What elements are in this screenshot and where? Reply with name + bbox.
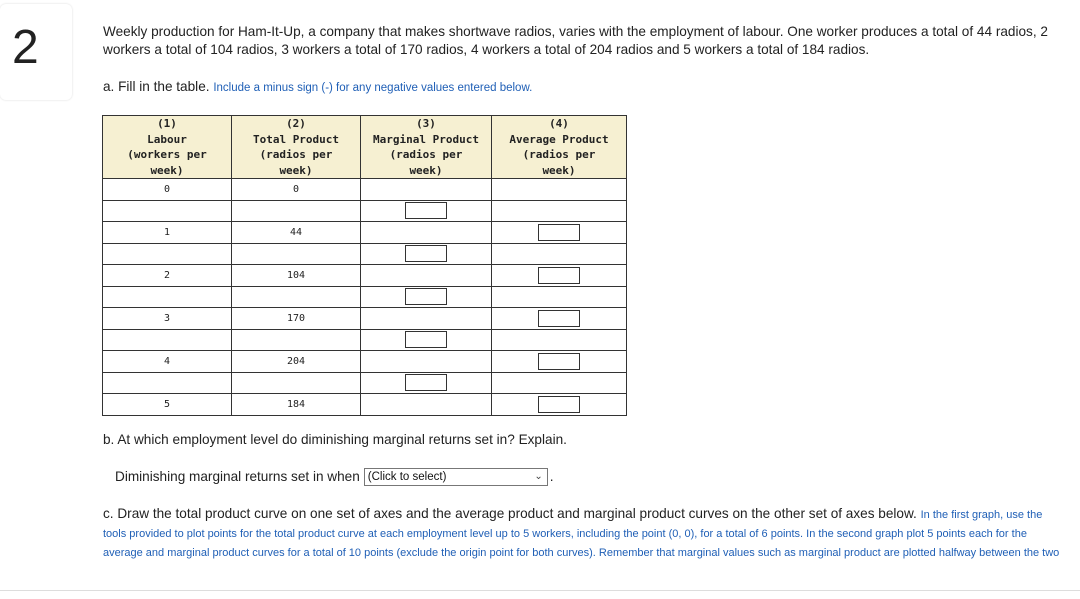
labour-cell: 2 xyxy=(103,265,232,287)
chevron-down-icon: ⌄ xyxy=(534,471,543,482)
question-number: 2 xyxy=(12,21,39,74)
total-product-cell: 204 xyxy=(232,351,361,373)
production-table xyxy=(102,115,627,416)
question-intro: Weekly production for Ham-It-Up, a company that makes shortwave radios, varies with the employment of labour. One worker produces a total of 44 radios, 2 workers a total of 104 radios, 3 workers a total of 170 radios, 4 workers a total of 204 radios and 5 workers a total of 184 radios. xyxy=(103,24,1048,57)
header-average-product: (4) Average Product (radios per week) xyxy=(492,116,627,179)
table-header-row xyxy=(103,116,627,179)
marginal-product-cell xyxy=(361,200,492,222)
labour-cell: 3 xyxy=(103,308,232,330)
average-product-input[interactable] xyxy=(538,224,580,241)
table-row xyxy=(103,265,627,287)
marginal-product-cell xyxy=(361,179,492,201)
average-product-input[interactable] xyxy=(538,396,580,413)
average-product-cell xyxy=(492,179,627,201)
select-value: (Click to select) xyxy=(367,471,447,483)
average-product-cell xyxy=(492,308,627,330)
header-labour: (1) Labour (workers per week) xyxy=(103,116,232,179)
average-product-cell xyxy=(492,394,627,416)
part-a-hint: Include a minus sign (-) for any negative values entered below. xyxy=(213,82,533,94)
labour-cell: 4 xyxy=(103,351,232,373)
labour-cell: 5 xyxy=(103,394,232,416)
labour-cell: 1 xyxy=(103,222,232,244)
average-product-input[interactable] xyxy=(538,267,580,284)
table-row xyxy=(103,394,627,416)
marginal-product-cell xyxy=(361,286,492,308)
part-a xyxy=(103,78,532,97)
labour-cell: 0 xyxy=(103,179,232,201)
part-c-hint: In the first graph, use the tools provided to plot points for the total product curve at each employment level up to 5 workers, including the point (0, 0), for a total of 6 points. In the second graph plot 5 points each for the average and marginal product curves for a total of 10 points (exclude the origin point for both curves). Remember that marginal values such as marginal product are plotted halfway between the two xyxy=(103,509,1060,559)
part-b-prompt: Diminishing marginal returns set in when xyxy=(115,469,360,484)
header-total-product: (2) Total Product (radios per week) xyxy=(232,116,361,179)
table-row-between xyxy=(103,372,627,394)
average-product-input[interactable] xyxy=(538,353,580,370)
table-row xyxy=(103,179,627,201)
marginal-product-input[interactable] xyxy=(405,331,447,348)
marginal-product-cell xyxy=(361,329,492,351)
part-b-answer xyxy=(115,468,554,486)
marginal-product-input[interactable] xyxy=(405,374,447,391)
total-product-cell: 170 xyxy=(232,308,361,330)
marginal-product-input[interactable] xyxy=(405,202,447,219)
table-row xyxy=(103,308,627,330)
marginal-product-cell xyxy=(361,243,492,265)
table-row xyxy=(103,222,627,244)
average-product-cell xyxy=(492,265,627,287)
table-row-between xyxy=(103,329,627,351)
diminishing-returns-select[interactable] xyxy=(364,468,548,486)
table-row-between xyxy=(103,243,627,265)
total-product-cell: 0 xyxy=(232,179,361,201)
bottom-divider xyxy=(0,590,1080,591)
part-b-end: . xyxy=(549,469,554,484)
table-row-between xyxy=(103,200,627,222)
marginal-product-cell xyxy=(361,372,492,394)
total-product-cell: 104 xyxy=(232,265,361,287)
total-product-cell: 184 xyxy=(232,394,361,416)
question-number-box xyxy=(0,4,72,100)
marginal-product-input[interactable] xyxy=(405,245,447,262)
header-marginal-product: (3) Marginal Product (radios per week) xyxy=(361,116,492,179)
average-product-cell xyxy=(492,222,627,244)
part-a-label: a. Fill in the table. xyxy=(103,79,210,94)
average-product-input[interactable] xyxy=(538,310,580,327)
table-row-between xyxy=(103,286,627,308)
table-row xyxy=(103,351,627,373)
part-c-text: c. Draw the total product curve on one set of axes and the average product and marginal product curves on the other set of axes below. xyxy=(103,506,917,521)
total-product-cell: 44 xyxy=(232,222,361,244)
marginal-product-input[interactable] xyxy=(405,288,447,305)
bottom-cutoff xyxy=(0,565,1080,599)
part-b-question: b. At which employment level do diminishing marginal returns set in? Explain. xyxy=(103,432,567,447)
average-product-cell xyxy=(492,351,627,373)
